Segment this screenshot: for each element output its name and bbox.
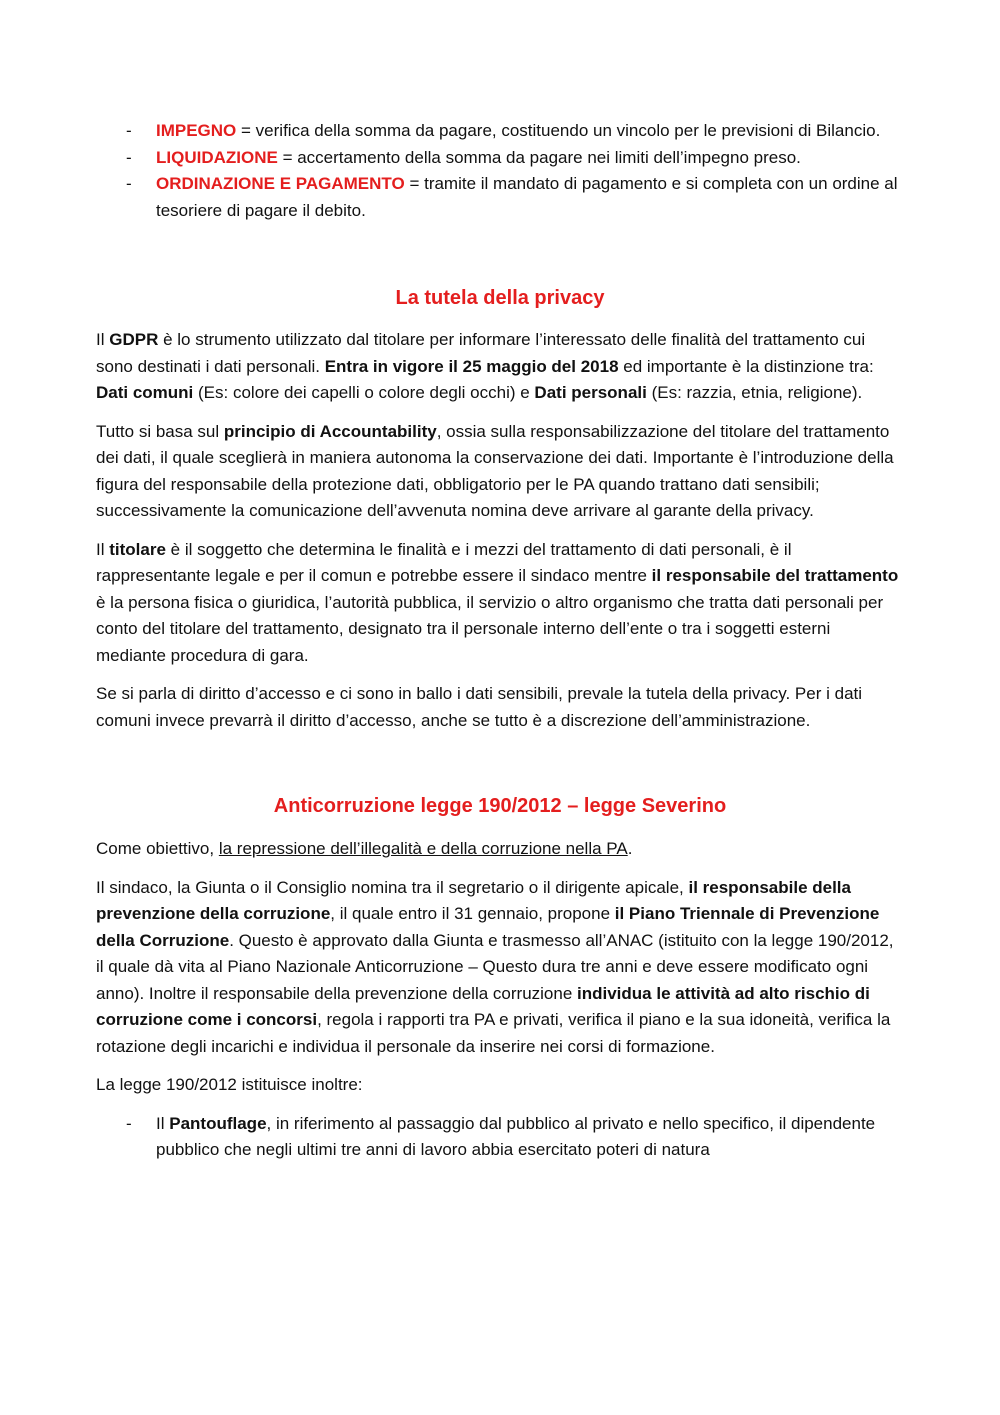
list-item: - IMPEGNO = verifica della somma da pagare, costituendo un vincolo per le previsioni di Bilancio.	[96, 118, 904, 145]
list-item: - ORDINAZIONE E PAGAMENTO = tramite il mandato di pagamento e si completa con un ordine al tesoriere di pagare il debito.	[96, 171, 904, 224]
privacy-paragraph-4: Se si parla di diritto d’accesso e ci sono in ballo i dati sensibili, prevale la tutela della privacy. Per i dati comuni invece prevarrà il diritto d’accesso, anche se tutto è a discrezione dell’amministrazione.	[96, 684, 863, 730]
anticorruzione-paragraph-2: Il sindaco, la Giunta o il Consiglio nomina tra il segretario o il dirigente apicale, il responsabile della prevenzione della corruzione, il quale entro il 31 gennaio, propone il Piano Triennale di Prevenzione della Corruzione. Questo è approvato dalla Giunta e trasmesso all’ANAC (istituito con la legge 190/2012, il quale dà vita al Piano Nazionale Anticorruzione – Questo dura tre anni e deve essere modificato ogni anno). Inoltre il responsabile della prevenzione della corruzione individua le attività ad alto rischio di corruzione come i concorsi, regola i rapporti tra PA e privati, verifica il piano e la sua idoneità, verifica la rotazione degli incarichi e individua il personale da inserire nei corsi di formazione.	[96, 877, 894, 1056]
term: LIQUIDAZIONE	[156, 147, 278, 167]
list-item: - Il Pantouflage, in riferimento al passaggio dal pubblico al privato e nello specifico, il dipendente pubblico che negli ultimi tre anni di lavoro abbia esercitato poteri di natura	[96, 1111, 904, 1164]
privacy-paragraph-3: Il titolare è il soggetto che determina le finalità e i mezzi del trattamento di dati personali, è il rappresentante legale e per il comun e potrebbe essere il sindaco mentre il responsabile del trattamento è la persona fisica o giuridica, l’autorità pubblica, il servizio o altro organismo che tratta dati personali per conto del titolare del trattamento, designato tra il personale interno dell’ente o tra i soggetti esterni mediante procedura di gara.	[96, 539, 899, 665]
privacy-heading: La tutela della privacy	[395, 287, 605, 309]
anticorruzione-paragraph-1: Come obiettivo, la repressione dell’illegalità e della corruzione nella PA.	[96, 839, 633, 858]
legge-190-list	[96, 1111, 904, 1164]
privacy-paragraph-2: Tutto si basa sul principio di Accountability, ossia sulla responsabilizzazione del titolare del trattamento dei dati, il quale sceglierà in maniera autonoma la conservazione dei dati. Importante è l’introduzione della figura del responsabile della protezione dati, obbligatorio per le PA quando trattano dati sensibili; successivamente la comunicazione dell’avvenuta nomina deve arrivare al garante della privacy.	[96, 421, 894, 520]
term: ORDINAZIONE E PAGAMENTO	[156, 174, 405, 193]
anticorruzione-paragraph-3: La legge 190/2012 istituisce inoltre:	[96, 1075, 363, 1094]
privacy-paragraph-1: Il GDPR è lo strumento utilizzato dal titolare per informare l’interessato delle finalità del trattamento cui sono destinati i dati personali. Entra in vigore il 25 maggio del 2018 ed importante è la distinzione tra: Dati comuni (Es: colore dei capelli o colore degli occhi) e Dati personali (Es: razzia, etnia, religione).	[96, 330, 874, 402]
anticorruzione-heading: Anticorruzione legge 190/2012 – legge Severino	[273, 795, 727, 817]
list-item: - LIQUIDAZIONE = accertamento della somma da pagare nei limiti dell’impegno preso.	[96, 145, 904, 172]
payment-phases-list	[96, 118, 904, 224]
term: IMPEGNO	[156, 121, 237, 140]
